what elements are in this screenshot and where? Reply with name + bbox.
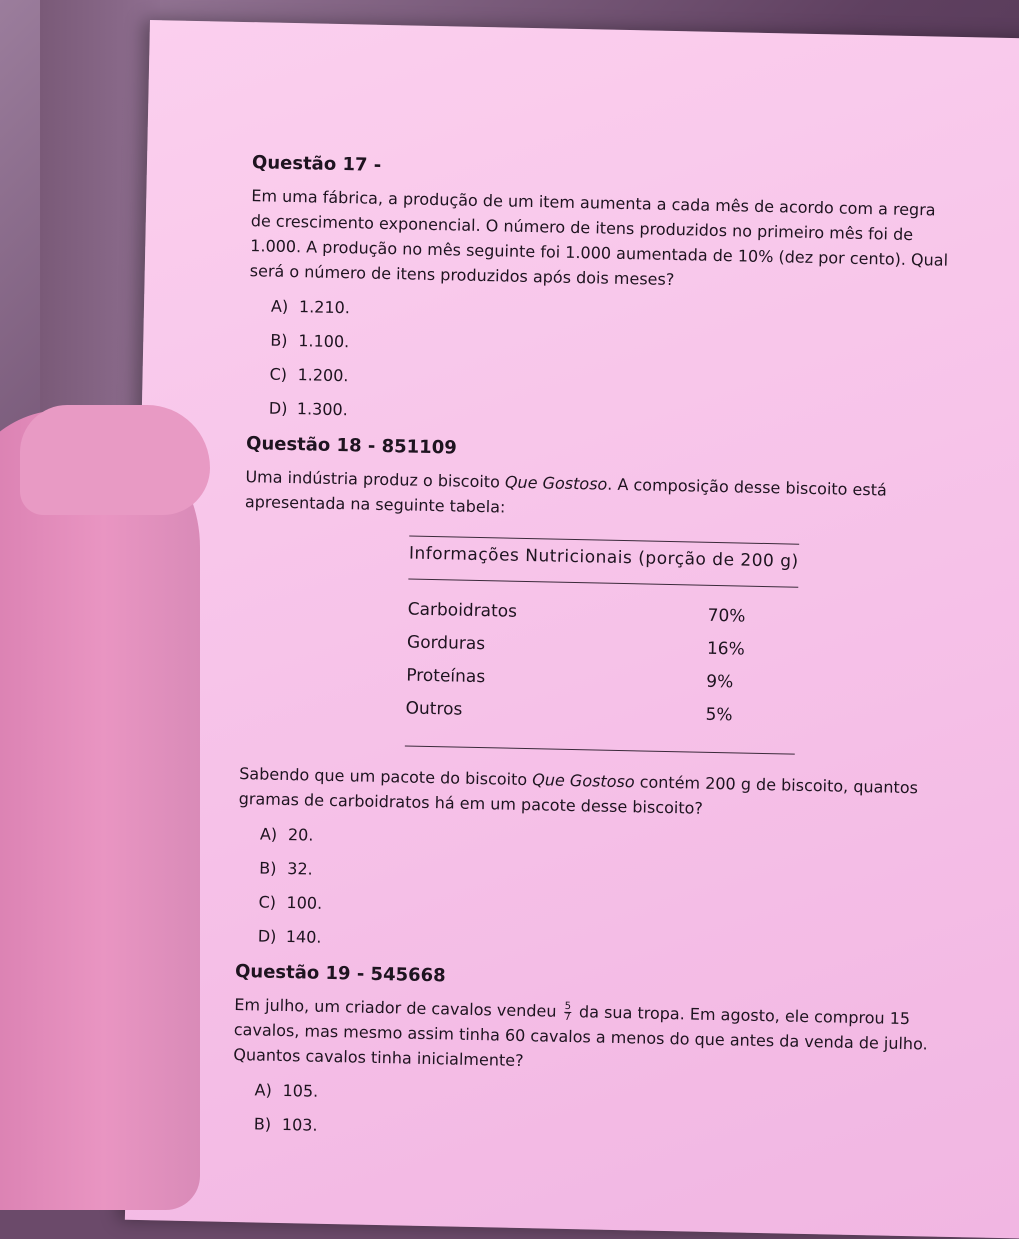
- question-18-text: Sabendo que um pacote do biscoito Que Gostoso contém 200 g de biscoito, quantos gramas de carboidratos há em um pacote desse biscoito?: [238, 764, 919, 818]
- question-17-text: Em uma fábrica, a produção de um item aumenta a cada mês de acordo com a regra de crescimento exponencial. O número de itens produzidos no primeiro mês foi de 1.000. A produção no mês seguinte foi 1.000 aumentada de 10% (dez por cento). Qual será o número de itens produzidos após dois meses?: [249, 186, 949, 290]
- question-17-options: [269, 290, 950, 440]
- question-17-title: Questão 17 -: [251, 152, 382, 176]
- option-b[interactable]: B) 32.: [259, 858, 313, 879]
- table-caption: Informações Nutricionais (porção de 200 g): [408, 536, 799, 588]
- brand-name: Que Gostoso: [532, 770, 635, 792]
- fraction: $\frac{5}{7}$: [564, 1000, 572, 1024]
- question-18-intro: Uma indústria produz o biscoito Que Gostoso. A composição desse biscoito está apresentada na seguinte tabela:: [244, 467, 888, 517]
- question-17: [247, 152, 953, 440]
- brand-name: Que Gostoso: [504, 472, 608, 494]
- table-row: Gorduras 16%: [406, 632, 745, 660]
- thumb: [20, 405, 210, 515]
- question-19-title: Questão 19 - 545668: [234, 960, 446, 987]
- question-19-text: Em julho, um criador de cavalos vendeu $\frac{5}{7}$ da sua tropa. Em agosto, ele comprou 15 cavalos, mas mesmo assim tinha 60 cavalos a menos do que antes da venda de julho. Quantos cavalos tinha inicialmente?: [233, 994, 928, 1071]
- page-content: [231, 152, 952, 1163]
- table-row: Carboidratos 70%: [407, 599, 746, 627]
- table-row: Outros 5%: [405, 698, 733, 726]
- option-c[interactable]: C) 1.200.: [269, 364, 349, 386]
- option-d[interactable]: D) 1.300.: [268, 398, 348, 420]
- question-19: [232, 961, 936, 1156]
- option-b[interactable]: B) 1.100.: [270, 330, 350, 352]
- option-c[interactable]: C) 100.: [258, 892, 323, 913]
- hand: [0, 410, 200, 1210]
- option-a[interactable]: A) 1.210.: [270, 296, 351, 318]
- question-18-title: Questão 18 - 851109: [245, 433, 457, 459]
- question-18-options: [257, 817, 938, 967]
- option-d[interactable]: D) 140.: [257, 926, 322, 947]
- table-row: Proteínas 9%: [406, 665, 734, 693]
- document-page: [125, 20, 1019, 1239]
- option-a[interactable]: A) 105.: [254, 1080, 319, 1101]
- question-18: [235, 433, 946, 968]
- option-b[interactable]: B) 103.: [253, 1114, 318, 1135]
- nutrition-table: [405, 536, 799, 755]
- option-a[interactable]: A) 20.: [259, 824, 314, 845]
- table-body: [405, 580, 798, 755]
- question-19-options: [254, 1073, 933, 1155]
